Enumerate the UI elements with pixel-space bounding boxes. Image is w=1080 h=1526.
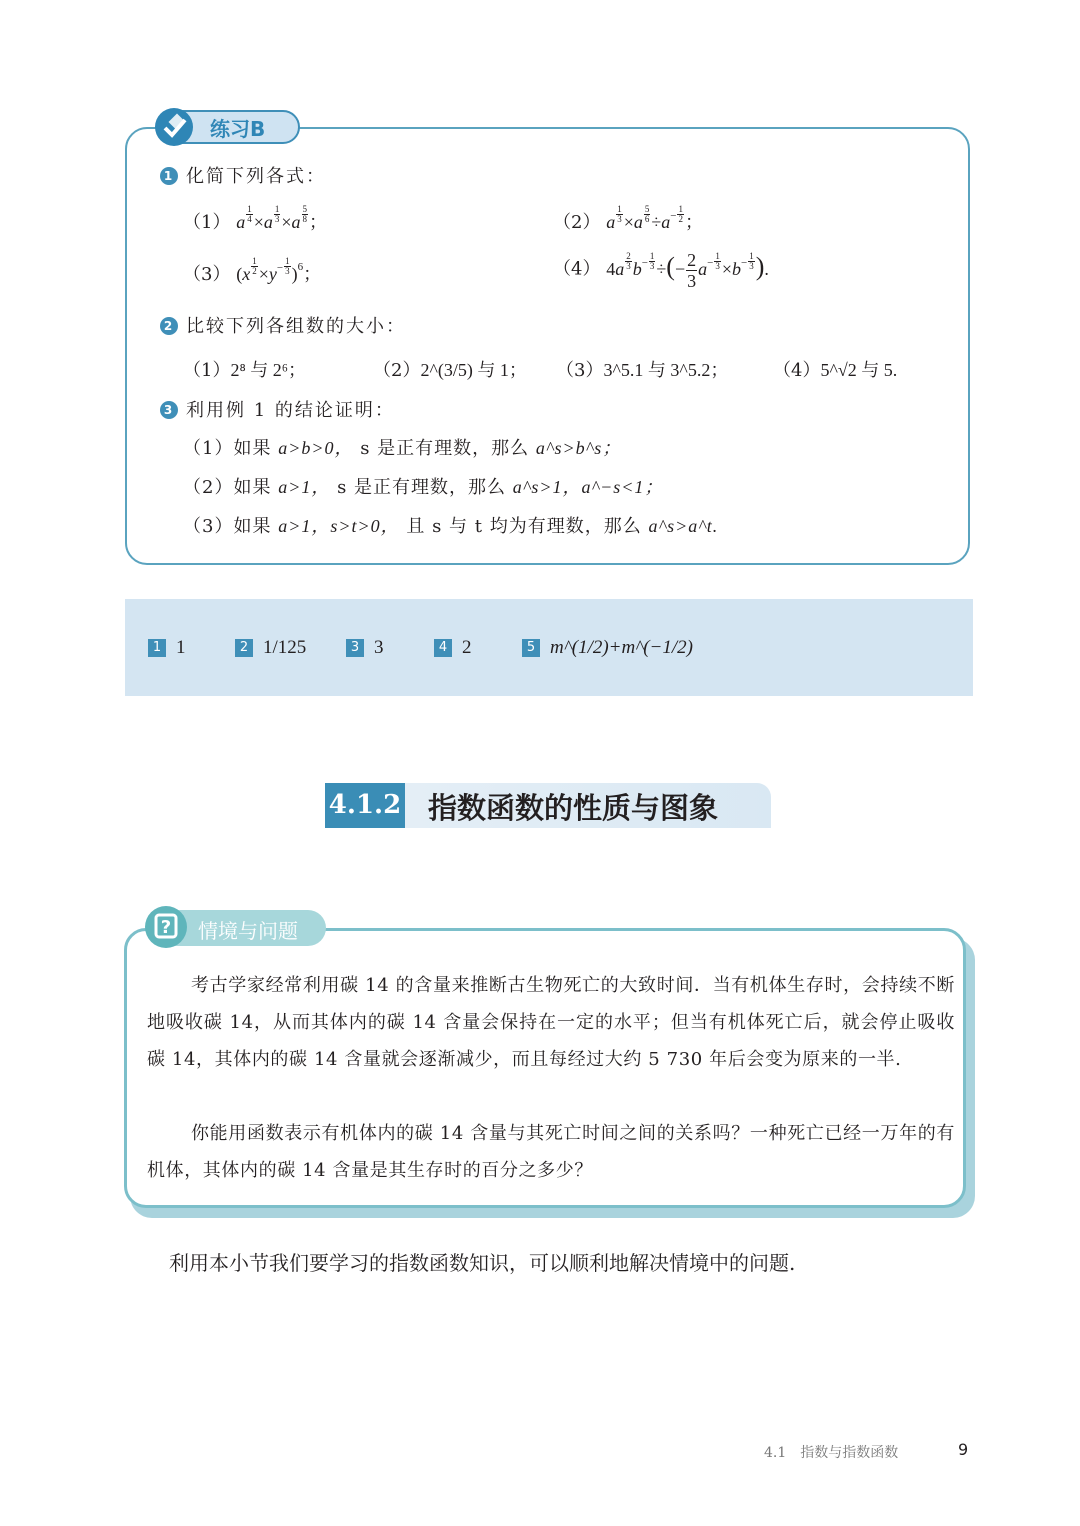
- math-expression: 3^5.1 与 3^5.2；: [603, 360, 729, 380]
- item-text: 如果: [233, 516, 272, 537]
- question-2: [160, 312, 406, 338]
- question-title: 比较下列各组数的大小：: [186, 316, 406, 337]
- exercise-title: 练习B: [210, 117, 266, 141]
- math-expression: (x $\frac{1}{2}$ ×y− $\frac{1}{3}$ )$^6$；: [236, 256, 322, 284]
- item-label: （2）: [373, 360, 421, 381]
- q1-item-3: [183, 256, 322, 286]
- answer-item: [434, 599, 472, 696]
- svg-text:?: ?: [160, 917, 172, 938]
- answer-value: 2: [462, 636, 472, 658]
- math-expression: 4a $\frac{2}{3}$ b− $\frac{1}{3}$ ÷(− $\frac{2}{3}$ a− $\frac{1}{3}$ ×b− $\frac{1}{3}$ ).: [606, 250, 769, 291]
- item-label: （1）: [183, 212, 231, 233]
- answer-strip: [125, 599, 973, 696]
- question-title: 化简下列各式：: [186, 166, 326, 187]
- answer-value: 1: [176, 636, 186, 658]
- question-1: [160, 162, 326, 188]
- scenario-paragraph-1: 考古学家经常利用碳 14 的含量来推断古生物死亡的大致时间．当有机体生存时，会持续不断地吸收碳 14，从而其体内的碳 14 含量会保持在一定的水平；但当有机体死亡后，就会停止吸收碳 14，其体内的碳 14 含量就会逐渐减少，而且每经过大约 5 730 年后会变为原来的一半.: [147, 975, 955, 1070]
- item-label: （4）: [773, 360, 821, 381]
- question-number: 3: [160, 401, 178, 419]
- item-text: 且 s 与 t 均为有理数，那么: [406, 516, 642, 537]
- item-label: （3）: [556, 360, 604, 381]
- answer-value: 1/125: [263, 636, 307, 658]
- math-expression: a $\frac{1}{4}$ ×a $\frac{1}{3}$ ×a $\frac{5}{8}$ ；: [236, 204, 327, 232]
- scenario-box: [124, 928, 966, 1208]
- math-expression: a>1，: [278, 477, 331, 497]
- math-expression: 2^(3/5) 与 1；: [420, 360, 527, 380]
- answer-number: 5: [522, 639, 540, 657]
- item-label: （2）: [183, 477, 234, 498]
- answer-item: [346, 599, 384, 696]
- item-label: （1）: [183, 360, 231, 381]
- section-number: 4.1.2: [325, 783, 405, 828]
- math-expression: 5^√2 与 5.: [820, 360, 898, 380]
- item-text: 如果: [233, 438, 272, 459]
- math-expression: a^s>1，a^−s<1；: [512, 477, 664, 497]
- math-expression: a^s>a^t.: [648, 516, 719, 536]
- question-3: [160, 396, 395, 422]
- q2-item-1: [183, 356, 306, 382]
- q1-item-2: [553, 204, 703, 234]
- item-label: （4）: [553, 258, 601, 280]
- answer-number: 4: [434, 639, 452, 657]
- answer-value: m^(1/2)+m^(−1/2): [550, 636, 693, 658]
- scenario-paragraph-2: 你能用函数表示有机体内的碳 14 含量与其死亡时间之间的关系吗？一种死亡已经一万年的有机体，其体内的碳 14 含量是其生存时的百分之多少？: [147, 1123, 955, 1181]
- q2-item-4: [773, 356, 897, 382]
- scenario-title: 情境与问题: [198, 919, 298, 943]
- q1-item-1: [183, 204, 327, 234]
- answer-item: [148, 599, 186, 696]
- item-text: 如果: [233, 477, 272, 498]
- intro-paragraph: [125, 1245, 855, 1282]
- math-expression: a>1，s>t>0，: [278, 516, 400, 536]
- answer-item: [522, 599, 693, 696]
- item-label: （1）: [183, 438, 234, 459]
- item-text: s 是正有理数，那么: [337, 477, 507, 498]
- answer-number: 2: [235, 639, 253, 657]
- footer-section-title: 4.1 指数与指数函数: [764, 1445, 899, 1461]
- intro-text: 利用本小节我们要学习的指数函数知识，可以顺利地解决情境中的问题.: [169, 1251, 796, 1275]
- question-number: 1: [160, 167, 178, 185]
- answer-value: 3: [374, 636, 384, 658]
- math-expression: a^s>b^s；: [535, 438, 622, 458]
- answer-number: 3: [346, 639, 364, 657]
- question-number: 2: [160, 317, 178, 335]
- answer-item: [235, 599, 306, 696]
- q2-item-2: [373, 356, 527, 382]
- q3-item-3: [183, 512, 718, 538]
- question-book-icon: [145, 906, 187, 948]
- section-title: 指数函数的性质与图象: [428, 791, 719, 825]
- item-label: （3）: [183, 516, 234, 537]
- answer-number: 1: [148, 639, 166, 657]
- q3-item-1: [183, 434, 621, 460]
- q3-item-2: [183, 473, 663, 499]
- q1-item-4: [553, 250, 769, 291]
- q2-item-3: [556, 356, 728, 382]
- page-number: 9: [958, 1440, 969, 1459]
- item-text: s 是正有理数，那么: [360, 438, 530, 459]
- math-expression: a $\frac{1}{3}$ ×a $\frac{5}{6}$ ÷a− $\frac{1}{2}$ ；: [606, 204, 703, 232]
- pencil-check-icon: [155, 108, 193, 146]
- math-expression: 2⁸ 与 2⁶；: [230, 360, 307, 380]
- item-label: （3）: [183, 264, 231, 285]
- math-expression: a>b>0，: [278, 438, 354, 458]
- question-title: 利用例 1 的结论证明：: [186, 400, 395, 421]
- exercise-box: [125, 127, 970, 565]
- item-label: （2）: [553, 212, 601, 233]
